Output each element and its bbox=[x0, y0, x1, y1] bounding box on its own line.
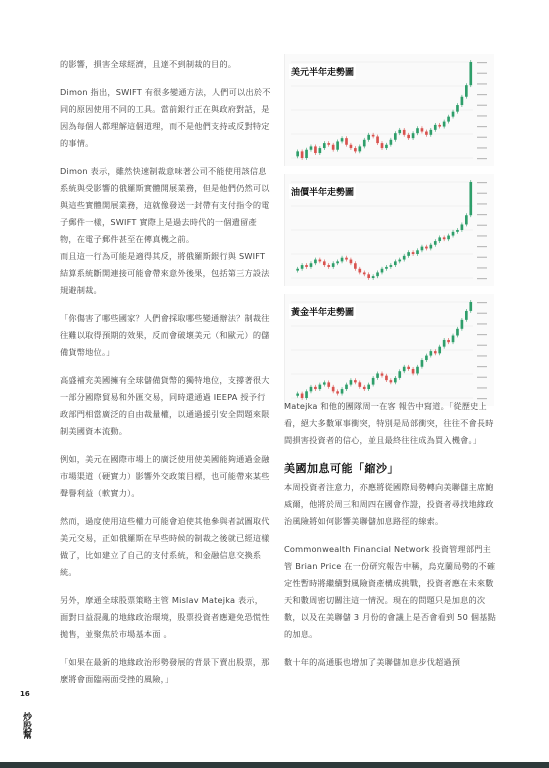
candle-body bbox=[310, 263, 313, 267]
axis-tick bbox=[477, 105, 487, 106]
axis-tick bbox=[477, 62, 487, 63]
paragraph: 例如，美元在國際市場上的廣泛使用使美國能夠通過金融市場渠道（硬實力）影響外交政策目標，也可能帶來某些聲譽利益（軟實力）。 bbox=[60, 454, 270, 498]
candle-body bbox=[336, 261, 339, 263]
axis-tick bbox=[477, 366, 487, 367]
candle-body bbox=[296, 269, 299, 271]
axis-tick bbox=[477, 83, 487, 84]
candle-body bbox=[363, 140, 366, 147]
axis-tick bbox=[477, 137, 487, 138]
candle-body bbox=[412, 133, 415, 138]
axis-tick bbox=[477, 182, 487, 183]
paragraph: Dimon 表示，雖然快速制裁意味著公司不能使用該信息系統與受影響的俄羅斯實體開展業務，但是他們仍然可以與這些實體開展業務，這就像發送一封帶有支付指令的電子郵件一樣，SWIFT 實際上是過去時代的一個遺留產物，在電子郵件甚至在傳真機之前。 bbox=[60, 166, 270, 244]
candle-body bbox=[443, 237, 446, 239]
candle-body bbox=[296, 394, 299, 396]
axis-tick bbox=[477, 158, 487, 159]
candle-body bbox=[443, 122, 446, 127]
quote-paragraph: 「你傷害了哪些國家？人們會採取哪些變通辦法？制裁往往難以取得預期的效果，反而會破壞美元（和歐元）的儲備貨幣地位。」 bbox=[60, 313, 270, 357]
candle-body bbox=[469, 302, 472, 311]
paragraph: 本周投資者注意力，亦應將從國際局勢轉向美聯儲主席鮑威爾，他將於周三和周四在國會作證，投資者尋找地緣政治風險將如何影響美聯儲加息路徑的線索。 bbox=[284, 482, 494, 526]
paragraph: 而且這一行為可能是適得其反，將俄羅斯銀行與 SWIFT 結算系統斷開連接可能會帶來意外後果，包括第三方設法規避制裁。 bbox=[60, 251, 270, 295]
candle-body bbox=[403, 256, 406, 260]
axis-tick bbox=[477, 193, 487, 194]
candle-body bbox=[301, 151, 304, 158]
candle-body bbox=[363, 272, 366, 274]
gold-chart bbox=[284, 294, 494, 406]
candle-body bbox=[376, 272, 379, 276]
candle-body bbox=[407, 367, 410, 369]
candle-body bbox=[319, 148, 322, 153]
axis-tick bbox=[477, 203, 487, 204]
candle-body bbox=[310, 146, 313, 149]
candle-body bbox=[376, 373, 379, 377]
axis-tick bbox=[477, 126, 487, 127]
candle-body bbox=[358, 382, 361, 386]
chart-title: 油價半年走勢圖 bbox=[289, 184, 356, 199]
axis-tick bbox=[477, 334, 487, 335]
candle-body bbox=[416, 128, 419, 133]
candle-body bbox=[354, 148, 357, 151]
candle-body bbox=[372, 378, 375, 385]
candle-body bbox=[296, 151, 299, 156]
candle-body bbox=[447, 340, 450, 342]
candle-body bbox=[394, 133, 397, 140]
candle-body bbox=[403, 367, 406, 371]
candle-body bbox=[425, 356, 428, 360]
candle-body bbox=[305, 265, 308, 267]
candle-body bbox=[381, 143, 384, 148]
candle-body bbox=[425, 247, 428, 249]
axis-tick bbox=[477, 257, 487, 258]
candle-body bbox=[314, 387, 317, 389]
candle-body bbox=[345, 385, 348, 389]
bottom-strip bbox=[0, 762, 549, 768]
paragraph: 的影響，損害全球經濟，且達不到制裁的目的。 bbox=[60, 59, 237, 69]
usd-chart bbox=[284, 54, 494, 166]
candle-body bbox=[434, 125, 437, 130]
candle-body bbox=[465, 311, 468, 320]
candle-body bbox=[412, 369, 415, 373]
sidebar-strip bbox=[0, 0, 40, 768]
candle-body bbox=[327, 382, 330, 386]
candle-body bbox=[390, 265, 393, 267]
candle-body bbox=[469, 182, 472, 215]
axis-tick bbox=[477, 278, 487, 279]
candle-body bbox=[398, 371, 401, 378]
candle-body bbox=[354, 263, 357, 269]
candle-body bbox=[412, 252, 415, 254]
axis-tick bbox=[477, 73, 487, 74]
candle-body bbox=[438, 347, 441, 354]
paragraph: Matejka 和他的團隊周一在客 報告中寫道。「從歷史上看，絕大多數軍事衝突，特別是局部衝突，往往不會長時間損害投資者的信心，並且最終往往成為買入機會。」 bbox=[284, 401, 494, 445]
candle-body bbox=[390, 140, 393, 145]
axis-tick bbox=[477, 235, 487, 236]
candle-body bbox=[425, 132, 428, 135]
candle-body bbox=[354, 380, 357, 382]
candle-body bbox=[381, 269, 384, 273]
axis-tick bbox=[477, 377, 487, 378]
candle-body bbox=[327, 143, 330, 145]
candle-body bbox=[381, 373, 384, 375]
candle-body bbox=[385, 267, 388, 269]
candle-body bbox=[323, 143, 326, 148]
candle-body bbox=[416, 250, 419, 254]
candle-body bbox=[345, 258, 348, 260]
candle-body bbox=[323, 261, 326, 265]
candle-body bbox=[456, 230, 459, 232]
candle-body bbox=[398, 130, 401, 133]
axis-tick bbox=[477, 345, 487, 346]
axis-tick bbox=[477, 214, 487, 215]
candle-body bbox=[434, 241, 437, 245]
candle-body bbox=[358, 269, 361, 273]
magazine-logo: 炒股幫 bbox=[21, 712, 31, 739]
axis-tick bbox=[477, 387, 487, 388]
candle-body bbox=[429, 245, 432, 249]
candle-body bbox=[319, 260, 322, 262]
candle-body bbox=[421, 360, 424, 367]
candle-body bbox=[429, 130, 432, 135]
candle-body bbox=[372, 135, 375, 137]
candle-body bbox=[305, 391, 308, 398]
left-column bbox=[60, 56, 271, 699]
candle-body bbox=[385, 376, 388, 380]
candle-body bbox=[443, 340, 446, 347]
candle-body bbox=[350, 145, 353, 148]
axis-tick bbox=[477, 355, 487, 356]
paragraph: 數十年的高通脹也增加了美聯儲加息步伐超過預 bbox=[284, 657, 461, 667]
candle-body bbox=[452, 232, 455, 236]
candle-body bbox=[421, 128, 424, 131]
right-column bbox=[284, 398, 498, 682]
candle-body bbox=[429, 351, 432, 355]
candle-body bbox=[407, 252, 410, 256]
candle-body bbox=[403, 130, 406, 135]
candle-body bbox=[332, 145, 335, 150]
candle-body bbox=[367, 385, 370, 389]
charts-column bbox=[284, 54, 494, 414]
candle-body bbox=[465, 215, 468, 224]
candle-body bbox=[358, 146, 361, 151]
axis-tick bbox=[477, 267, 487, 268]
oil-chart bbox=[284, 174, 494, 286]
candle-body bbox=[350, 380, 353, 384]
candle-body bbox=[461, 224, 464, 230]
candle-body bbox=[336, 391, 339, 393]
paragraph: Commonwealth Financial Network 投資管理部門主管 Brian Price 在一份研究報告中稱，烏克蘭局勢的不確定性暫時將繼續對風險資產構成挑戰，投資者應在未來數天和數周密切關注這一情況。現在的問題只是加息的次數，以及在美聯儲 3 月份的會議上是否會看到 50 個基點的加息。 bbox=[284, 544, 496, 639]
candle-body bbox=[310, 387, 313, 391]
axis-tick bbox=[477, 246, 487, 247]
candle-body bbox=[336, 141, 339, 149]
axis-tick bbox=[477, 115, 487, 116]
candle-body bbox=[319, 385, 322, 389]
candle-body bbox=[456, 329, 459, 336]
quote-paragraph: 「如果在最新的地緣政治形勢發展的背景下賣出股票，那麼將會面臨兩面受挫的風險，」 bbox=[60, 657, 270, 684]
page-number: 16 bbox=[20, 690, 30, 698]
candle-body bbox=[327, 265, 330, 267]
candle-body bbox=[394, 261, 397, 265]
axis-tick bbox=[477, 302, 487, 303]
candle-body bbox=[434, 351, 437, 353]
axis-tick bbox=[477, 147, 487, 148]
candle-body bbox=[438, 237, 441, 241]
paragraph: 另外，摩通全球股票策略主管 Mislav Matejka 表示，面對日益混亂的地緣政治環境，股票投資者應避免恐慌性拋售，並聚焦於市場基本面 。 bbox=[60, 595, 270, 639]
axis-tick bbox=[477, 225, 487, 226]
candle-body bbox=[398, 260, 401, 262]
candle-body bbox=[323, 382, 326, 384]
candle-body bbox=[438, 125, 441, 127]
candle-body bbox=[452, 335, 455, 342]
candle-body bbox=[452, 112, 455, 117]
candle-body bbox=[301, 265, 304, 269]
candle-body bbox=[332, 263, 335, 267]
candle-body bbox=[416, 367, 419, 374]
candle-body bbox=[372, 276, 375, 278]
chart-title: 美元半年走勢圖 bbox=[289, 64, 356, 79]
paragraph: Dimon 指出，SWIFT 有很多變通方法，人們可以出於不同的原因使用不同的工具。當前銀行正在與政府對話，是因為每個人都理解這個道理，而不是他們支持或反對特定的事情。 bbox=[60, 87, 271, 148]
candle-body bbox=[447, 236, 450, 240]
candle-body bbox=[421, 247, 424, 251]
candle-body bbox=[350, 260, 353, 264]
candle-body bbox=[367, 274, 370, 278]
axis-tick bbox=[477, 323, 487, 324]
candle-body bbox=[305, 150, 308, 158]
candle-body bbox=[363, 387, 366, 389]
candle-body bbox=[447, 117, 450, 122]
candle-body bbox=[461, 97, 464, 105]
paragraph: 然而，過度使用這些權力可能會迫使其他參與者試圖取代美元交易，正如俄羅斯在早些時候的制裁之後就已經這樣做了，比如建立了自己的支付系統，和金融信息交換系統。 bbox=[60, 516, 270, 577]
candle-body bbox=[394, 378, 397, 382]
candle-body bbox=[341, 258, 344, 262]
section-heading: 美國加息可能「縮沙」 bbox=[284, 462, 399, 475]
candle-body bbox=[367, 135, 370, 140]
candle-body bbox=[390, 380, 393, 382]
candle-body bbox=[465, 85, 468, 97]
candle-body bbox=[376, 136, 379, 143]
candle-body bbox=[314, 260, 317, 264]
axis-tick bbox=[477, 313, 487, 314]
candle-body bbox=[469, 62, 472, 85]
candle-body bbox=[456, 105, 459, 112]
candle-body bbox=[407, 135, 410, 138]
candle-body bbox=[461, 320, 464, 329]
candle-body bbox=[314, 146, 317, 153]
candle-body bbox=[341, 389, 344, 393]
candle-body bbox=[385, 145, 388, 148]
axis-tick bbox=[477, 94, 487, 95]
paragraph: 高盛補充美國擁有全球儲備貨幣的獨特地位，支撐著很大一部分國際貿易和外匯交易，同時還通過 IEEPA 授予行政部門相當廣泛的自由裁量權，以通過援引安全問題來限制美國資本流動。 bbox=[60, 375, 270, 436]
candle-body bbox=[345, 138, 348, 145]
chart-title: 黃金半年走勢圖 bbox=[289, 304, 356, 319]
candle-body bbox=[341, 138, 344, 141]
candle-body bbox=[332, 387, 335, 391]
